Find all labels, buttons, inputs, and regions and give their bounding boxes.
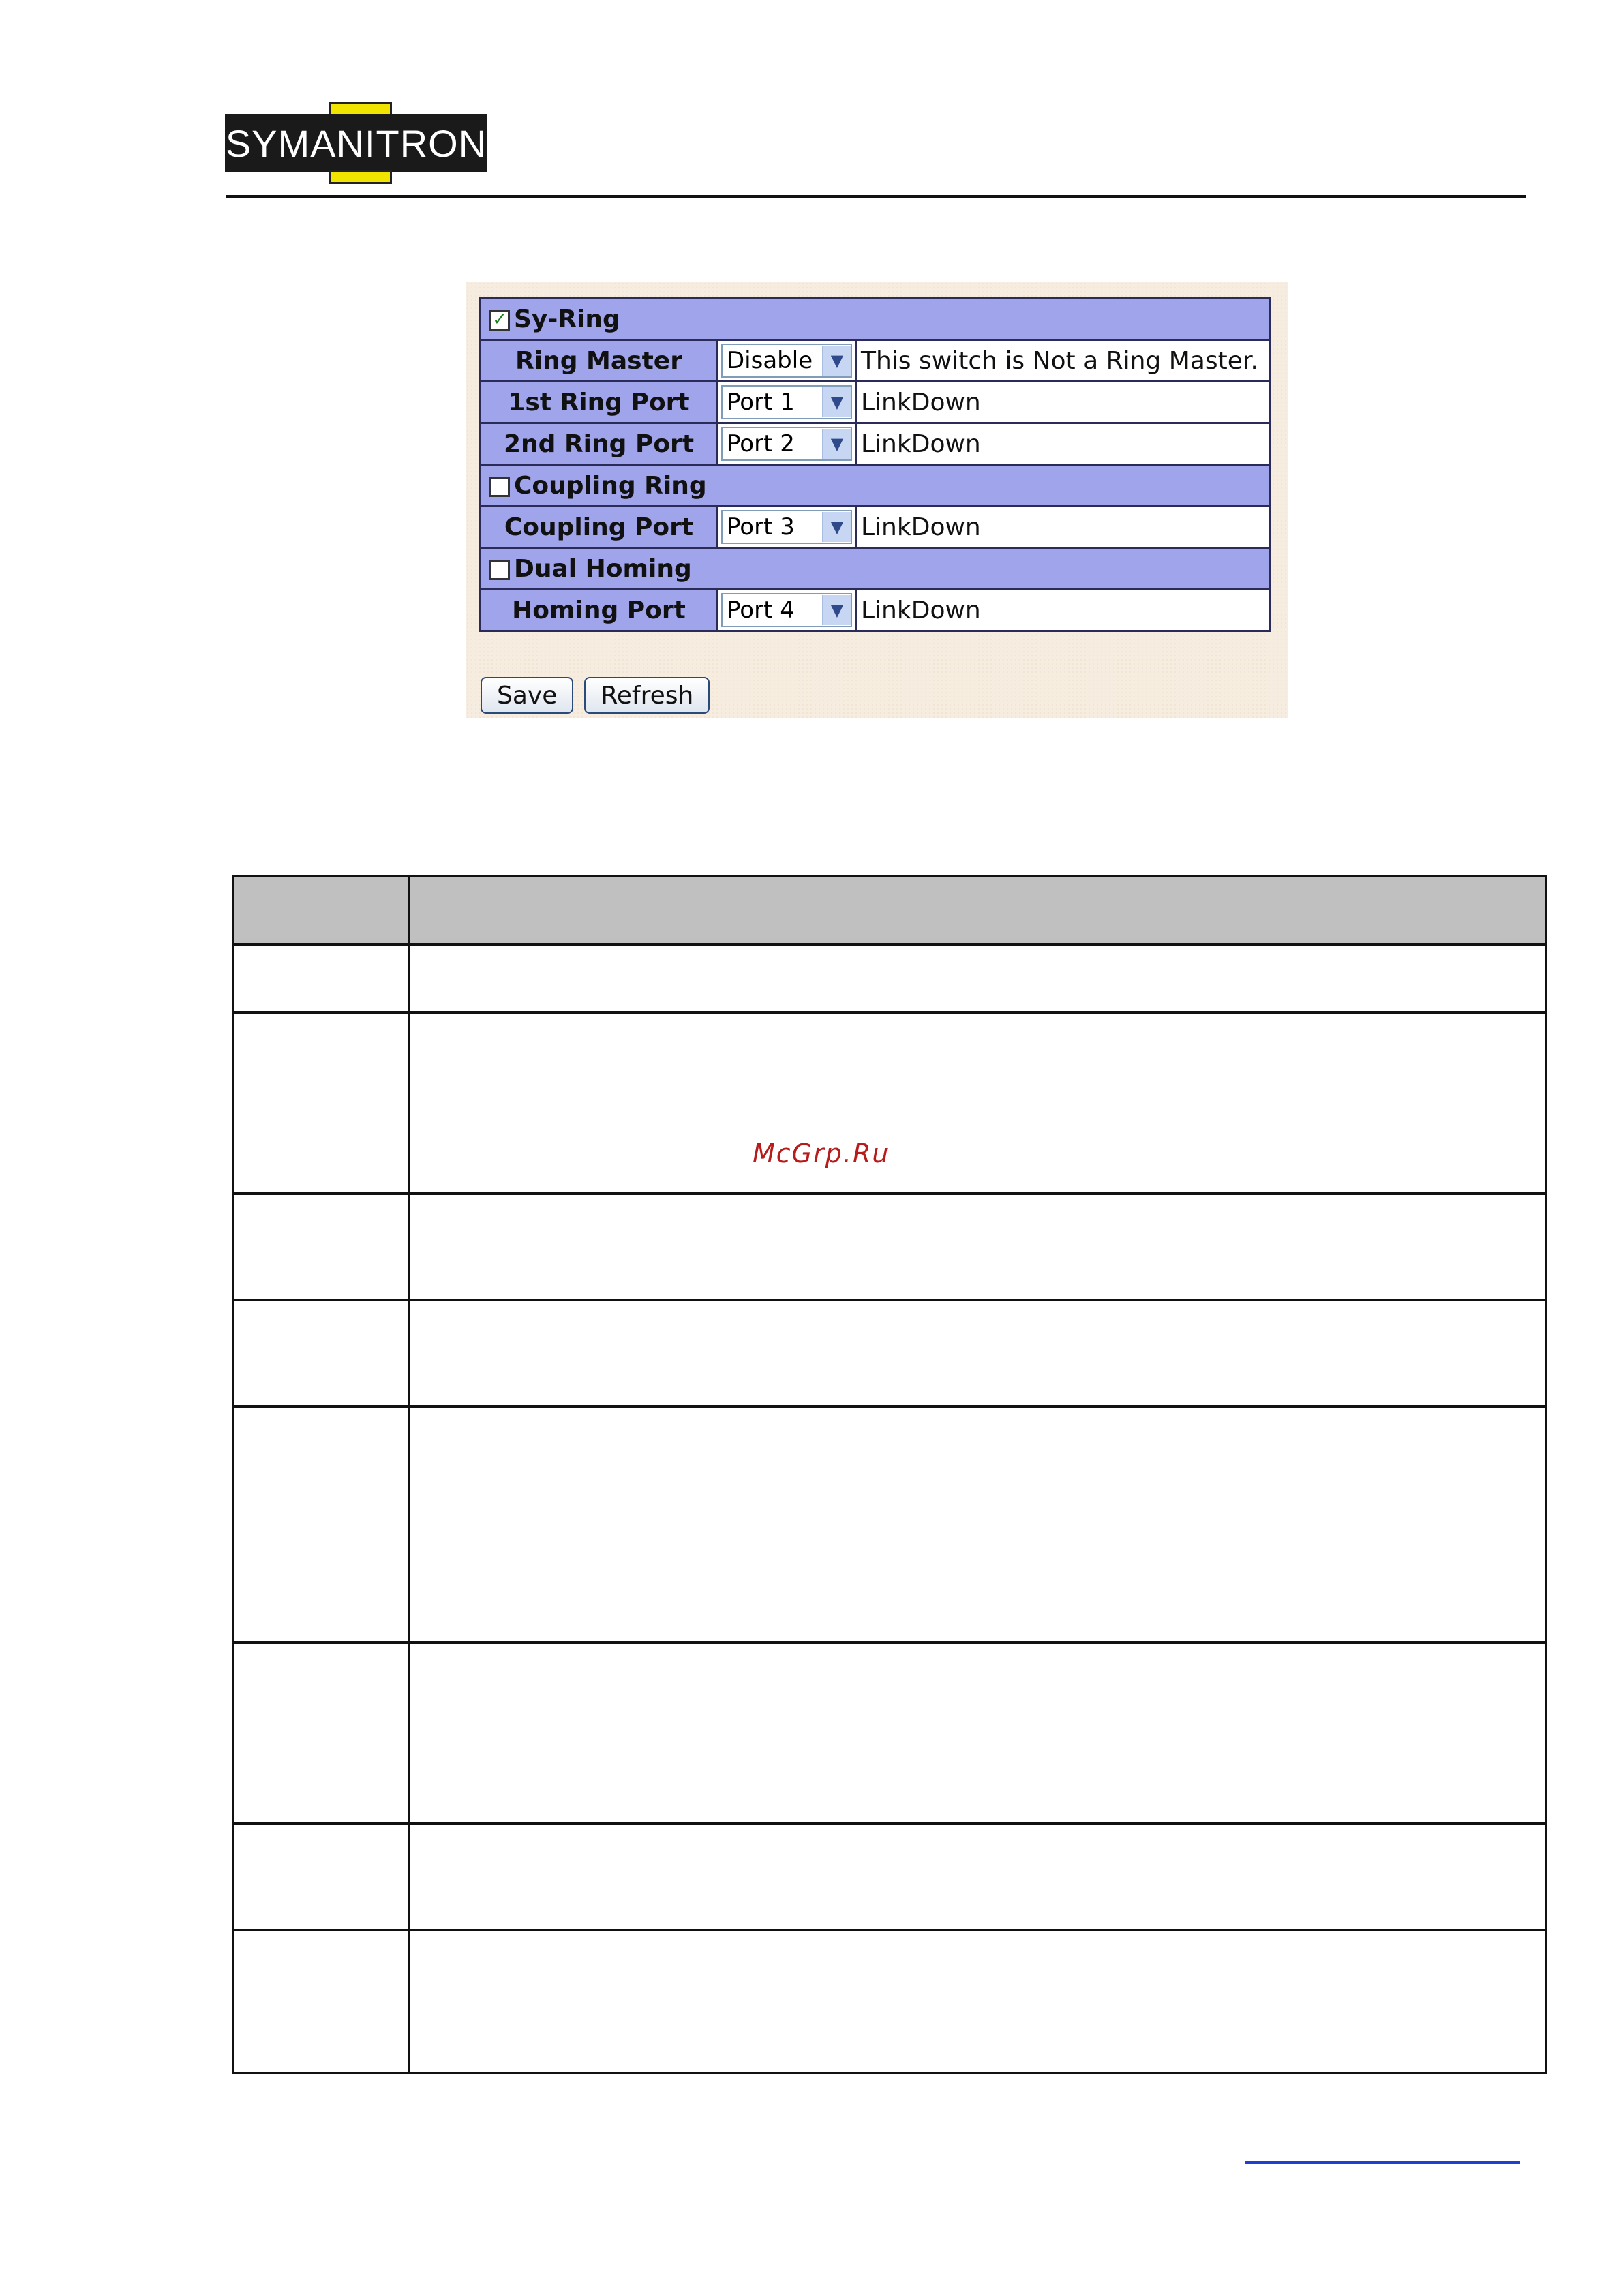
ring-master-row xyxy=(481,340,1271,382)
sy-ring-checkbox[interactable]: ✓ xyxy=(489,310,510,331)
description-table xyxy=(232,875,1547,2074)
ring-config-panel xyxy=(466,282,1288,718)
sy-ring-label: Sy-Ring xyxy=(514,305,620,333)
table-row xyxy=(233,1824,1546,1930)
second-ring-port-status: LinkDown xyxy=(856,423,1271,465)
ring-master-status: This switch is Not a Ring Master. xyxy=(856,340,1271,382)
ring-master-label: Ring Master xyxy=(481,340,718,382)
refresh-button[interactable]: Refresh xyxy=(584,677,710,714)
table-row xyxy=(233,944,1546,1012)
chevron-down-icon[interactable]: ▼ xyxy=(822,595,851,625)
table-row xyxy=(233,1642,1546,1824)
ring-config-table xyxy=(479,297,1271,632)
table-row xyxy=(233,1300,1546,1406)
second-ring-port-row xyxy=(481,423,1271,465)
table-row xyxy=(233,1930,1546,2073)
coupling-port-status: LinkDown xyxy=(856,507,1271,548)
chevron-down-icon[interactable]: ▼ xyxy=(822,346,851,376)
first-ring-port-label: 1st Ring Port xyxy=(481,382,718,423)
logo-text: SYMANITRON xyxy=(225,121,487,165)
first-ring-port-status: LinkDown xyxy=(856,382,1271,423)
footer-link-underline[interactable] xyxy=(1245,2161,1520,2164)
watermark-text: McGrp.Ru xyxy=(753,1138,890,1168)
homing-port-label: Homing Port xyxy=(481,590,718,631)
second-ring-port-select[interactable]: Port 2 ▼ xyxy=(721,427,852,461)
table-row xyxy=(233,1194,1546,1300)
dual-homing-section xyxy=(481,548,1271,590)
sy-ring-section xyxy=(481,299,1271,340)
coupling-ring-label: Coupling Ring xyxy=(514,471,707,500)
chevron-down-icon[interactable]: ▼ xyxy=(822,387,851,417)
logo-box xyxy=(225,114,487,172)
dual-homing-label: Dual Homing xyxy=(514,554,692,583)
ring-master-select[interactable]: Disable ▼ xyxy=(721,344,852,378)
table-header-row xyxy=(233,876,1546,944)
first-ring-port-row xyxy=(481,382,1271,423)
chevron-down-icon[interactable]: ▼ xyxy=(822,429,851,459)
homing-port-status: LinkDown xyxy=(856,590,1271,631)
button-bar xyxy=(481,677,710,714)
coupling-port-select[interactable]: Port 3 ▼ xyxy=(721,510,852,544)
first-ring-port-select[interactable]: Port 1 ▼ xyxy=(721,385,852,419)
dual-homing-checkbox[interactable] xyxy=(489,560,510,580)
symanitron-logo xyxy=(225,102,487,184)
save-button[interactable]: Save xyxy=(481,677,573,714)
logo-bar-bottom xyxy=(329,170,392,184)
coupling-port-label: Coupling Port xyxy=(481,507,718,548)
coupling-ring-section xyxy=(481,465,1271,507)
second-ring-port-label: 2nd Ring Port xyxy=(481,423,718,465)
homing-port-select[interactable]: Port 4 ▼ xyxy=(721,593,852,627)
coupling-port-row xyxy=(481,507,1271,548)
homing-port-row xyxy=(481,590,1271,631)
header-divider xyxy=(226,195,1526,198)
coupling-ring-checkbox[interactable] xyxy=(489,477,510,497)
chevron-down-icon[interactable]: ▼ xyxy=(822,512,851,542)
table-row xyxy=(233,1406,1546,1642)
